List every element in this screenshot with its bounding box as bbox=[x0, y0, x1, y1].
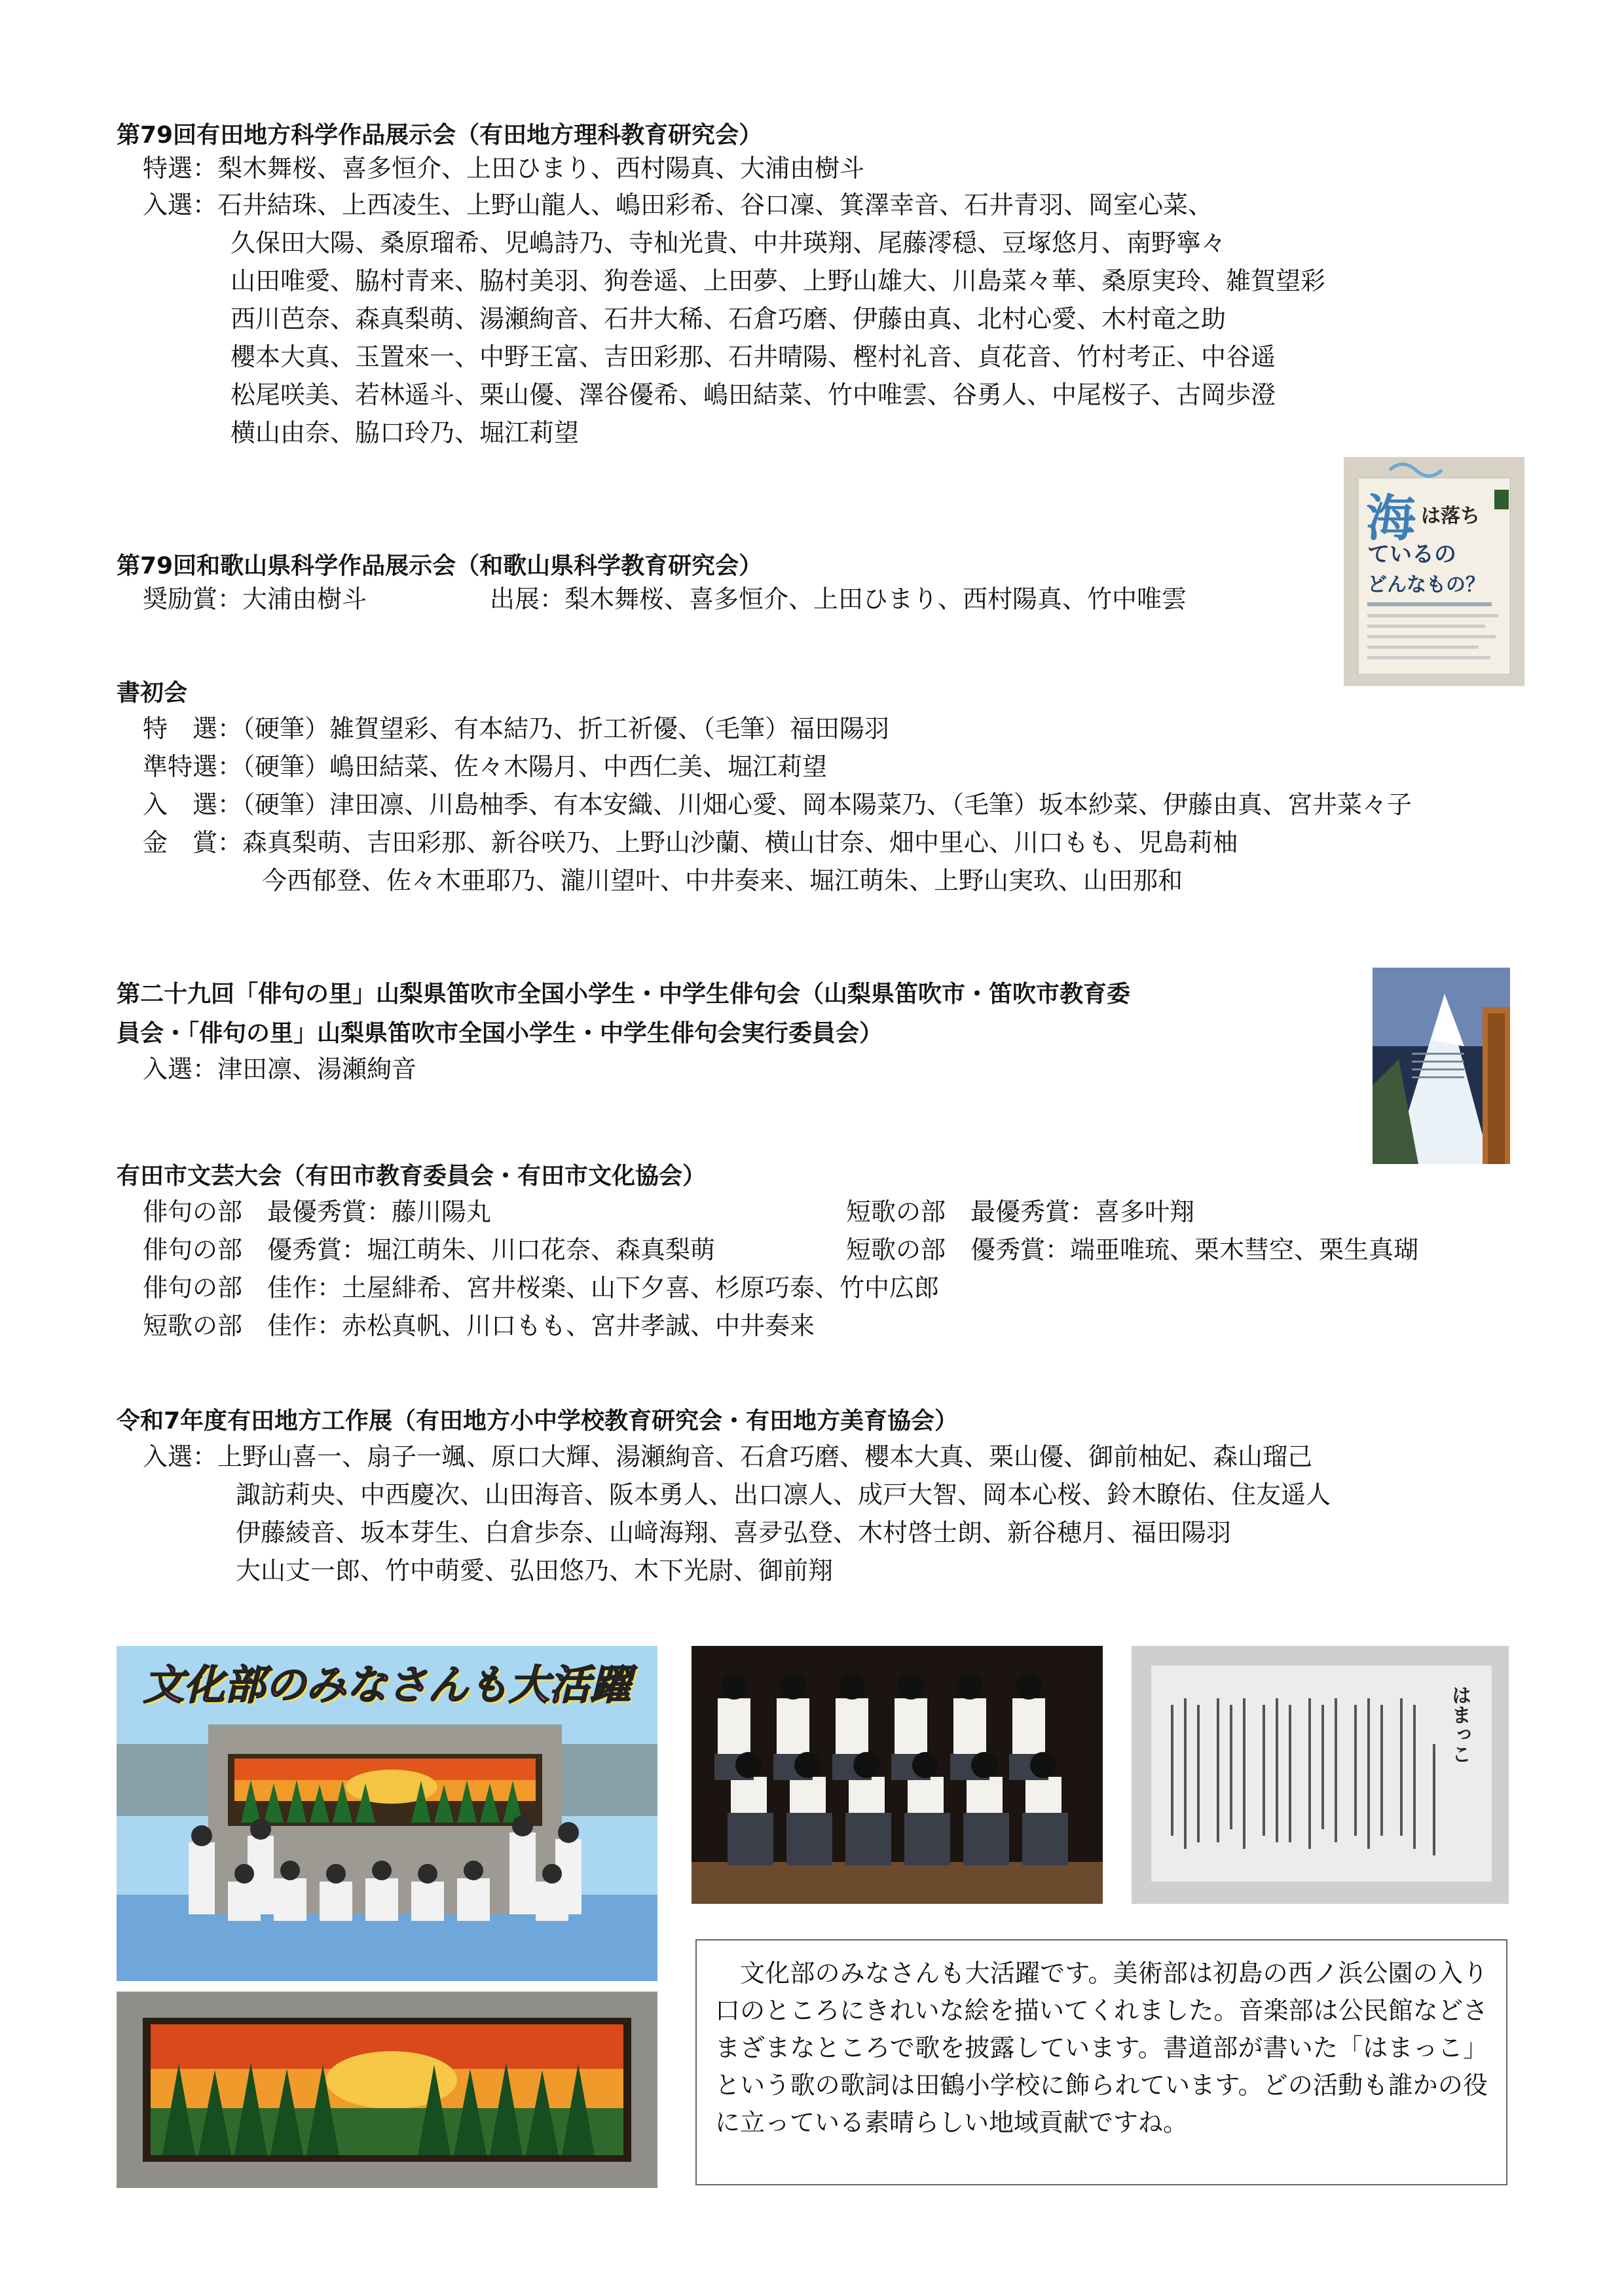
art-club-mural-photo bbox=[117, 1646, 657, 1981]
bungei-row: 俳句の部 優秀賞：堀江萌朱、川口花奈、森真梨萌 bbox=[143, 1235, 716, 1264]
award-label: 準特選： bbox=[143, 752, 243, 781]
award-label: 入選： bbox=[143, 191, 218, 219]
caption-text: 文化部のみなさんも大活躍です。美術部は初島の西ノ浜公園の入り口のところにきれいな絵を描いてくれました。音楽部は公民館などさまざまなところで歌を披露しています。書道部が書いた「はまっこ」という歌の歌詞は田鶴小学校に飾られています。どの活動も誰かの役に立っている素晴らしい地域貢献ですね。 bbox=[715, 1959, 1488, 2137]
section-heading-haiku-fuefuki: 第二十九回「俳句の里」山梨県笛吹市全国小学生・中学生俳句会（山梨県笛吹市・笛吹市教育委 bbox=[117, 981, 1131, 1008]
award-names-line: 櫻本大真、玉置來一、中野王富、吉田彩那、石井晴陽、樫村礼音、貞花音、竹村考正、中谷遥 bbox=[231, 342, 1276, 371]
award-names: 梨木舞桜、喜多恒介、上田ひまり、西村陽真、竹中唯雲 bbox=[564, 585, 1187, 613]
award-label: 入選： bbox=[143, 1055, 218, 1084]
award-names-line: 西川芭奈、森真梨萌、湯瀬絢音、石井大稀、石倉巧磨、伊藤由真、北村心愛、木村竜之助 bbox=[231, 304, 1227, 333]
award-names-line: 諏訪莉央、中西慶次、山田海音、阪本勇人、出口凛人、成戸大智、岡本心桜、鈴木瞭佑、住友遥人 bbox=[236, 1480, 1331, 1509]
bungei-row: 短歌の部 優秀賞：端亜唯琉、栗木彗空、栗生真瑚 bbox=[846, 1235, 1419, 1264]
award-names: 津田凛、湯瀬絢音 bbox=[217, 1055, 417, 1084]
award-names: 森真梨萌、吉田彩那、新谷咲乃、上野山沙蘭、横山甘奈、畑中里心、川口もも、児島莉柚 bbox=[242, 828, 1238, 857]
banner-title: 文化部のみなさんも大活躍 bbox=[143, 1661, 631, 1709]
calligraphy-photo bbox=[1132, 1646, 1509, 1904]
award-names: （硬筆）雑賀望彩、有本結乃、折工祈優、（毛筆）福田陽羽 bbox=[242, 714, 890, 743]
award-names: 大浦由樹斗 bbox=[242, 585, 367, 613]
award-label: 特 選： bbox=[143, 714, 243, 743]
calligraphy-title: はまっこ bbox=[1448, 1685, 1471, 1764]
award-row-nyusen bbox=[143, 1057, 416, 1082]
award-row bbox=[143, 792, 1412, 817]
award-row bbox=[143, 754, 827, 779]
bungei-row: 俳句の部 佳作：土屋緋希、宮井桜楽、山下夕喜、杉原巧泰、竹中広郎 bbox=[143, 1273, 940, 1302]
haiku-poster-photo bbox=[1373, 968, 1510, 1164]
award-names: 梨木舞桜、喜多恒介、上田ひまり、西村陽真、大浦由樹斗 bbox=[217, 154, 865, 183]
award-names-line: 大山丈一郎、竹中萌愛、弘田悠乃、木下光尉、御前翔 bbox=[236, 1556, 834, 1585]
award-row bbox=[143, 716, 889, 741]
section-heading-haiku-fuefuki-2: 員会・「俳句の里」山梨県笛吹市全国小学生・中学生俳句会実行委員会） bbox=[117, 1020, 883, 1047]
award-row-shutten bbox=[490, 587, 1187, 611]
award-names-line: 山田唯愛、脇村青来、脇村美羽、狗巻遥、上田夢、上野山雄大、川島菜々華、桑原実玲、雑賀望彩 bbox=[231, 266, 1326, 295]
bungei-row: 短歌の部 最優秀賞：喜多叶翔 bbox=[846, 1197, 1195, 1226]
poster-title-3: どんなもの？ bbox=[1367, 574, 1485, 596]
award-names: 石井結珠、上西凌生、上野山龍人、嶋田彩希、谷口凜、箕澤幸音、石井青羽、岡室心菜、 bbox=[217, 191, 1213, 219]
award-label: 出展： bbox=[490, 585, 565, 613]
award-label: 入 選： bbox=[143, 790, 243, 819]
poster-title-big: 海 bbox=[1366, 489, 1416, 547]
award-label: 入選： bbox=[143, 1442, 218, 1471]
award-row-nyusen bbox=[143, 192, 1213, 217]
award-names-line: 今西郁登、佐々木亜耶乃、瀧川望叶、中井奏来、堀江萌朱、上野山実玖、山田那和 bbox=[262, 866, 1183, 895]
award-names: （硬筆）津田凛、川島柚季、有本安織、川畑心愛、岡本陽菜乃、（毛筆）坂本紗菜、伊藤由真、宮井菜々子 bbox=[242, 790, 1412, 819]
caption-box bbox=[695, 1939, 1507, 2185]
award-row-tokusen bbox=[143, 156, 864, 181]
section-heading-kakizome: 書初会 bbox=[117, 680, 188, 706]
section-heading-kousaku: 令和7年度有田地方工作展（有田地方小中学校教育研究会・有田地方美育協会） bbox=[117, 1408, 959, 1434]
poster-title-1: は落ち bbox=[1421, 505, 1480, 528]
award-label: 特選： bbox=[143, 154, 218, 183]
award-label: 金 賞： bbox=[143, 828, 243, 857]
award-names-line: 久保田大陽、桑原瑠希、児嶋詩乃、寺杣光貴、中井瑛翔、尾藤澪穏、豆塚悠月、南野寧々 bbox=[231, 228, 1227, 257]
award-row-nyusen bbox=[143, 1444, 1312, 1469]
award-label: 奨励賞： bbox=[143, 585, 243, 613]
award-names: （硬筆）嶋田結菜、佐々木陽月、中西仁美、堀江莉望 bbox=[242, 752, 828, 781]
science-poster-photo bbox=[1344, 457, 1524, 686]
section-heading-bungei: 有田市文芸大会（有田市教育委員会・有田市文化協会） bbox=[117, 1163, 707, 1190]
bungei-row: 短歌の部 佳作：赤松真帆、川口もも、宮井孝誠、中井奏来 bbox=[143, 1311, 815, 1340]
award-names-line: 松尾咲美、若林遥斗、栗山優、澤谷優希、嶋田結菜、竹中唯雲、谷勇人、中尾桜子、古岡歩澄 bbox=[231, 380, 1276, 409]
award-names-line: 横山由奈、脇口玲乃、堀江莉望 bbox=[231, 418, 580, 447]
poster-title-2: ているの bbox=[1367, 541, 1456, 568]
music-club-photo bbox=[692, 1646, 1103, 1904]
bungei-row: 俳句の部 最優秀賞：藤川陽丸 bbox=[143, 1197, 492, 1226]
section-heading-science-wakayama: 第79回和歌山県科学作品展示会（和歌山県科学教育研究会） bbox=[117, 553, 763, 579]
award-names-line: 伊藤綾音、坂本芽生、白倉歩奈、山﨑海翔、喜夛弘登、木村啓士朗、新谷穂月、福田陽羽 bbox=[236, 1518, 1232, 1547]
award-row bbox=[143, 830, 1238, 855]
section-heading-science-arita: 第79回有田地方科学作品展示会（有田地方理科教育研究会） bbox=[117, 122, 763, 149]
award-row-shoreisho bbox=[143, 587, 367, 611]
mural-closeup-photo bbox=[117, 1992, 657, 2188]
award-names: 上野山喜一、扇子一颯、原口大輝、湯瀬絢音、石倉巧磨、櫻本大真、栗山優、御前柚妃、森山瑠己 bbox=[217, 1442, 1313, 1471]
